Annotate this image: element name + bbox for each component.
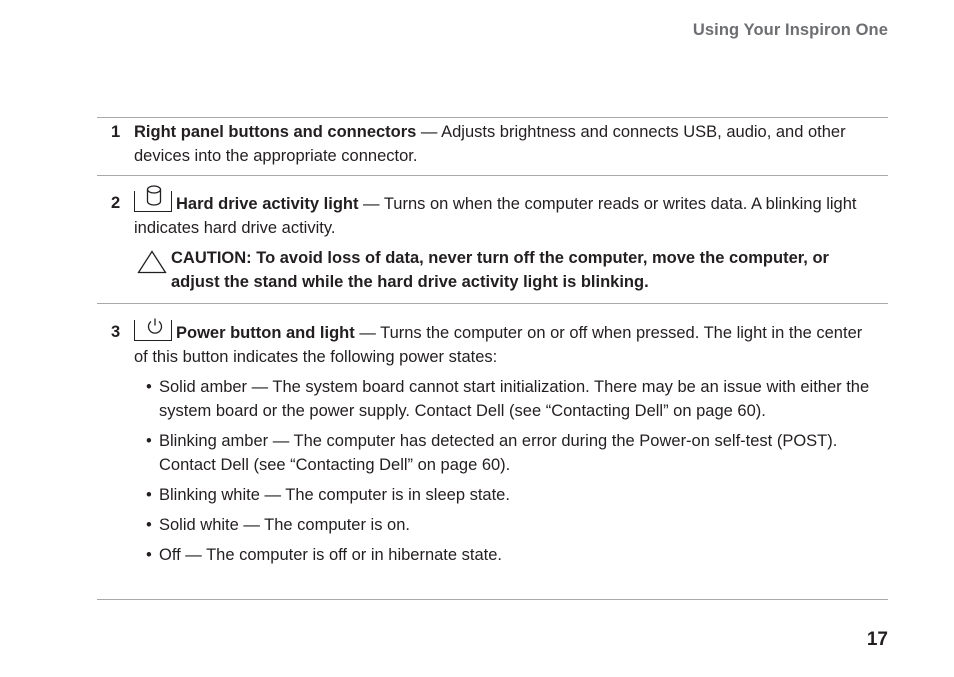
item-body [134,191,876,294]
item-term: Hard drive activity light [176,195,359,213]
item-body [134,320,876,573]
list-item [134,513,876,537]
list-item-text: Solid amber — The system board cannot start initialization. There may be an issue with either the system board or the power supply. Contact Dell (see “Contacting Dell” on page 60). [159,378,870,420]
caution-note [134,246,876,294]
item-description: — Turns the computer on or off when pressed. The light in the center of this button indicates the following power states: [134,324,863,366]
list-item-text: Blinking amber — The computer has detected an error during the Power-on self-test (POST). Contact Dell (see “Contacting Dell” on page 60). [159,432,838,474]
bullet-mark: • [146,486,152,504]
item-body [134,120,876,168]
table-rule-2 [97,303,888,304]
table-rule-bottom [97,599,888,600]
list-item [134,483,876,507]
item-paragraph [134,120,876,168]
caution-text: CAUTION: To avoid loss of data, never turn off the computer, move the computer, or adjust the stand while the hard drive activity light is blinking. [171,249,829,291]
item-paragraph [134,320,876,369]
item-number: 3 [111,323,121,341]
table-rule-top [97,117,888,118]
item-description: — Adjusts brightness and connects USB, audio, and other devices into the appropriate connector. [134,123,846,165]
bullet-mark: • [146,546,152,564]
running-header: Using Your Inspiron One [692,21,888,39]
item-term: Right panel buttons and connectors [134,123,417,141]
bullet-mark: • [146,378,152,396]
list-item-text: Off — The computer is off or in hibernate state. [159,546,503,564]
power-icon [134,320,172,341]
table-rule-1 [97,175,888,176]
bullet-mark: • [146,516,152,534]
caution-icon [137,250,167,274]
hard-drive-icon [134,191,172,212]
power-states-list [134,375,876,567]
item-number: 1 [111,123,121,141]
list-item [134,429,876,477]
page-number: 17 [866,629,888,650]
item-paragraph [134,191,876,240]
bullet-mark: • [146,432,152,450]
list-item-text: Blinking white — The computer is in sleep state. [159,486,510,504]
list-item [134,375,876,423]
item-description: — Turns on when the computer reads or writes data. A blinking light indicates hard drive activity. [134,195,857,237]
item-term: Power button and light [176,324,355,342]
item-number: 2 [111,194,121,212]
list-item [134,543,876,567]
list-item-text: Solid white — The computer is on. [159,516,410,534]
